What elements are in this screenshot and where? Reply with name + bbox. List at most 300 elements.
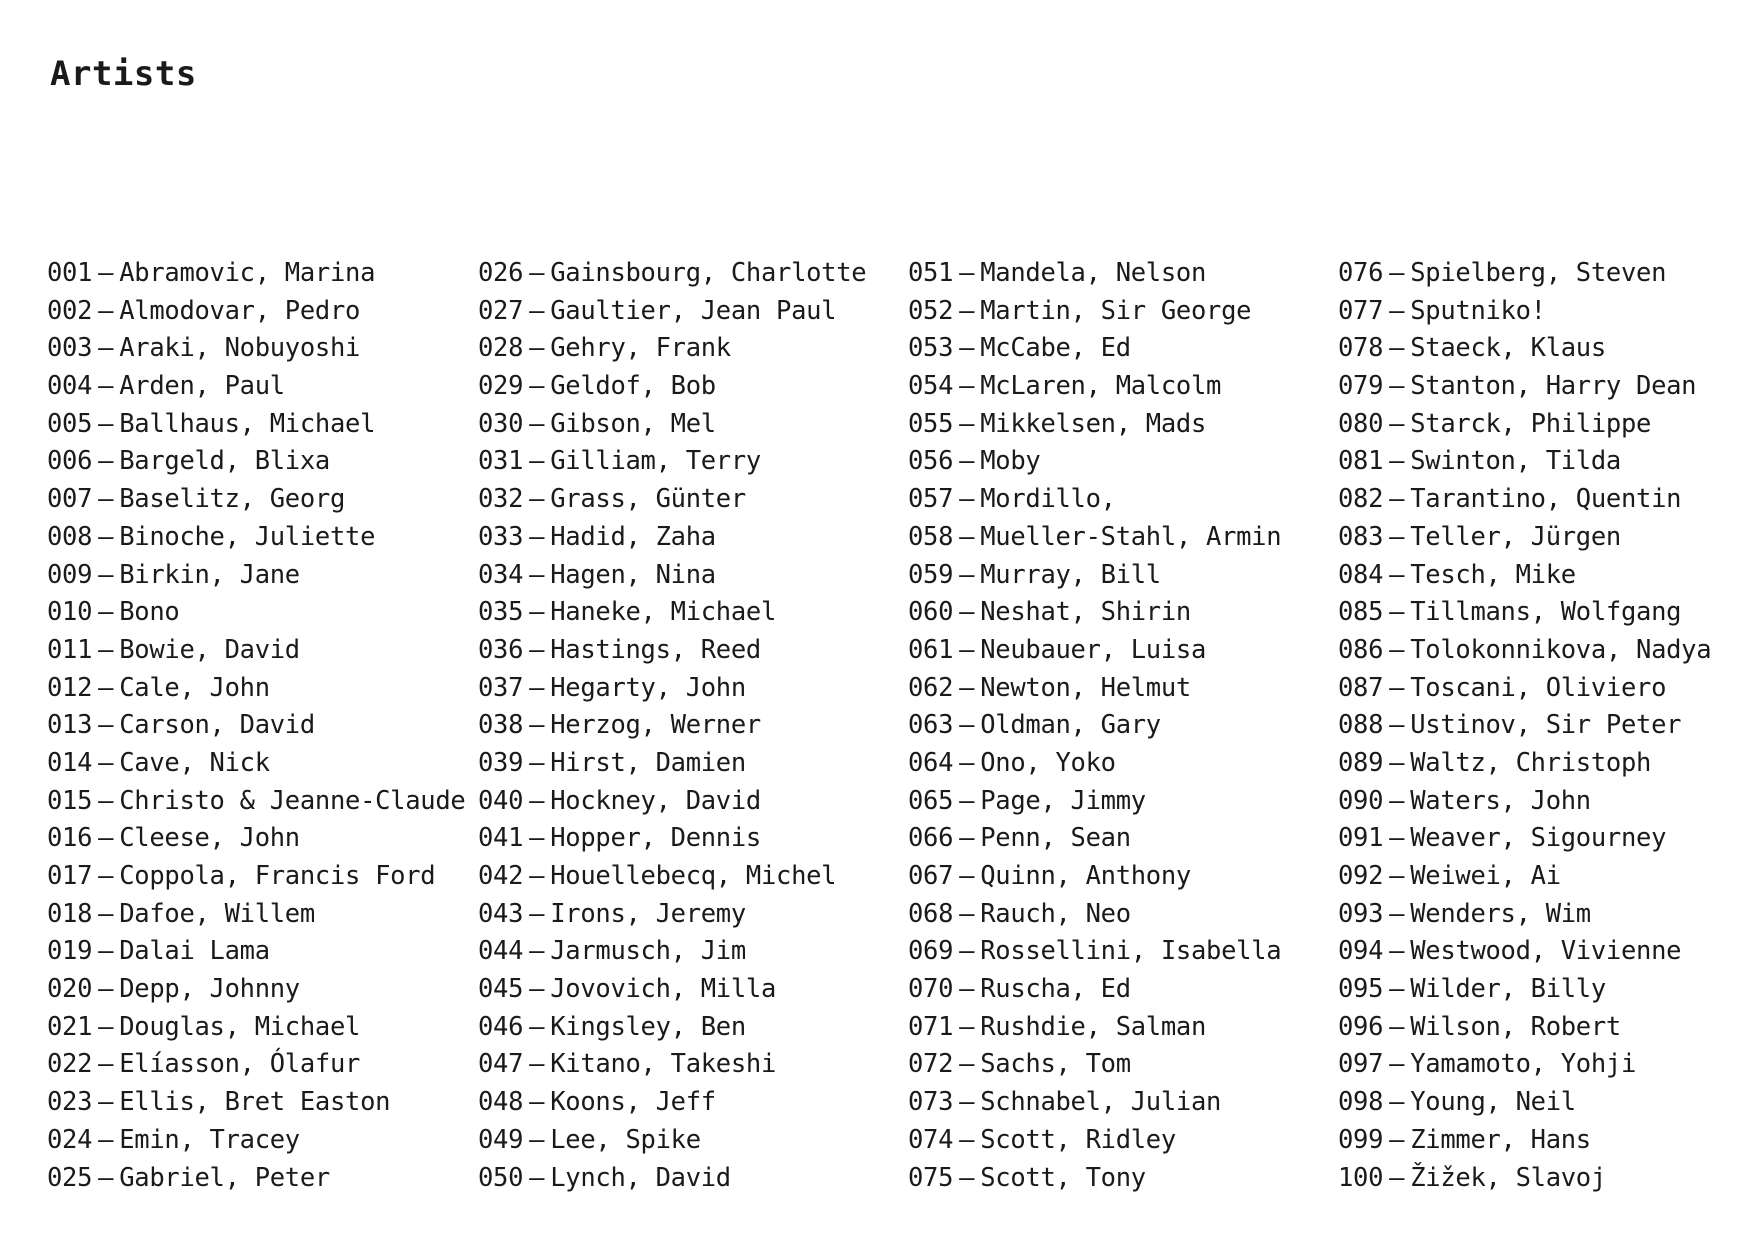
artist-number: 035 xyxy=(478,597,524,628)
artist-entry xyxy=(478,330,866,368)
artist-name: Arden, Paul xyxy=(119,371,285,402)
artist-name: Gibson, Mel xyxy=(550,408,716,439)
artist-number: 097 xyxy=(1338,1049,1384,1080)
artist-entry xyxy=(908,1046,1281,1084)
artist-entry xyxy=(478,406,866,444)
separator-dash: – xyxy=(1389,823,1405,854)
artist-entry xyxy=(908,858,1281,896)
artist-name: Coppola, Francis Ford xyxy=(119,861,436,891)
artist-entry xyxy=(1338,330,1711,368)
artist-entry xyxy=(478,443,866,481)
artist-number: 009 xyxy=(47,559,93,590)
artist-entry xyxy=(47,858,465,896)
artist-number: 040 xyxy=(478,785,524,816)
separator-dash: – xyxy=(98,258,114,288)
artist-entry xyxy=(908,481,1281,519)
artist-entry xyxy=(47,632,465,670)
artist-number: 017 xyxy=(47,861,93,891)
artist-entry xyxy=(478,745,866,783)
separator-dash: – xyxy=(1389,747,1405,778)
separator-dash: – xyxy=(1389,446,1405,477)
artist-entry xyxy=(908,820,1281,858)
artist-entry xyxy=(478,481,866,519)
artist-entry xyxy=(47,820,465,858)
artist-entry xyxy=(478,1160,866,1198)
artist-name: Mandela, Nelson xyxy=(980,258,1207,288)
artist-name: Cave, Nick xyxy=(119,747,270,778)
artist-name: Gehry, Frank xyxy=(550,333,731,364)
separator-dash: – xyxy=(959,1049,975,1080)
separator-dash: – xyxy=(98,1049,114,1080)
artist-entry xyxy=(908,745,1281,783)
artist-number: 029 xyxy=(478,371,524,402)
artist-name: Schnabel, Julian xyxy=(980,1087,1222,1118)
artist-number: 056 xyxy=(908,446,954,477)
artist-name: Spielberg, Steven xyxy=(1410,258,1667,288)
separator-dash: – xyxy=(1389,333,1405,364)
separator-dash: – xyxy=(98,1011,114,1042)
separator-dash: – xyxy=(98,597,114,628)
separator-dash: – xyxy=(98,1124,114,1155)
artist-name: Hagen, Nina xyxy=(550,559,716,590)
separator-dash: – xyxy=(959,974,975,1005)
artist-number: 044 xyxy=(478,936,524,967)
artist-entry xyxy=(908,594,1281,632)
separator-dash: – xyxy=(529,484,545,515)
separator-dash: – xyxy=(1389,1124,1405,1155)
artist-name: Neubauer, Luisa xyxy=(980,634,1207,665)
artist-number: 031 xyxy=(478,446,524,477)
artist-number: 081 xyxy=(1338,446,1384,477)
artist-number: 055 xyxy=(908,408,954,439)
separator-dash: – xyxy=(98,408,114,439)
artist-name: Moby xyxy=(980,446,1041,477)
artist-column-3 xyxy=(908,255,1281,1197)
artist-entry xyxy=(908,707,1281,745)
artist-index xyxy=(0,255,1748,1195)
artist-number: 059 xyxy=(908,559,954,590)
separator-dash: – xyxy=(959,484,975,515)
artist-name: Emin, Tracey xyxy=(119,1124,300,1155)
artist-number: 002 xyxy=(47,295,93,326)
artist-number: 019 xyxy=(47,936,93,967)
separator-dash: – xyxy=(1389,521,1405,552)
artist-name: Birkin, Jane xyxy=(119,559,300,590)
artist-entry xyxy=(47,783,465,821)
artist-name: Starck, Philippe xyxy=(1410,408,1652,439)
artist-number: 095 xyxy=(1338,974,1384,1005)
separator-dash: – xyxy=(529,371,545,402)
artist-name: Scott, Ridley xyxy=(980,1124,1176,1155)
artist-number: 093 xyxy=(1338,898,1384,929)
artist-number: 087 xyxy=(1338,672,1384,703)
separator-dash: – xyxy=(529,1162,545,1193)
separator-dash: – xyxy=(529,408,545,439)
separator-dash: – xyxy=(1389,559,1405,590)
separator-dash: – xyxy=(1389,371,1405,402)
artist-number: 041 xyxy=(478,823,524,854)
artist-entry xyxy=(478,971,866,1009)
separator-dash: – xyxy=(1389,672,1405,703)
separator-dash: – xyxy=(1389,1049,1405,1080)
artist-entry xyxy=(1338,481,1711,519)
separator-dash: – xyxy=(959,371,975,402)
artist-name: Rossellini, Isabella xyxy=(980,936,1282,967)
artist-entry xyxy=(908,1160,1281,1198)
artist-number: 064 xyxy=(908,747,954,778)
artist-name: Houellebecq, Michel xyxy=(550,861,837,891)
artist-number: 094 xyxy=(1338,936,1384,967)
separator-dash: – xyxy=(529,521,545,552)
artist-entry xyxy=(908,1084,1281,1122)
artist-name: Teller, Jürgen xyxy=(1410,521,1621,552)
artist-name: Sachs, Tom xyxy=(980,1049,1131,1080)
separator-dash: – xyxy=(1389,898,1405,929)
artist-number: 069 xyxy=(908,936,954,967)
artist-number: 022 xyxy=(47,1049,93,1080)
artist-name: Weaver, Sigourney xyxy=(1410,823,1667,854)
artist-number: 033 xyxy=(478,521,524,552)
artist-name: Westwood, Vivienne xyxy=(1410,936,1682,967)
artist-number: 025 xyxy=(47,1162,93,1193)
artist-number: 021 xyxy=(47,1011,93,1042)
artist-name: Neshat, Shirin xyxy=(980,597,1191,628)
separator-dash: – xyxy=(529,258,545,288)
separator-dash: – xyxy=(959,1087,975,1118)
artist-entry xyxy=(1338,1009,1711,1047)
separator-dash: – xyxy=(959,521,975,552)
separator-dash: – xyxy=(98,861,114,891)
artist-number: 047 xyxy=(478,1049,524,1080)
artist-entry xyxy=(478,858,866,896)
artist-name: Gaultier, Jean Paul xyxy=(550,295,837,326)
artist-entry xyxy=(478,293,866,331)
artist-name: Gainsbourg, Charlotte xyxy=(550,258,867,288)
artist-entry xyxy=(908,293,1281,331)
separator-dash: – xyxy=(959,597,975,628)
separator-dash: – xyxy=(1389,936,1405,967)
artist-name: Page, Jimmy xyxy=(980,785,1146,816)
artist-entry xyxy=(908,1009,1281,1047)
artist-name: Wilson, Robert xyxy=(1410,1011,1621,1042)
artist-name: Elíasson, Ólafur xyxy=(119,1049,361,1080)
artist-entry xyxy=(47,971,465,1009)
separator-dash: – xyxy=(959,747,975,778)
artist-name: Zimmer, Hans xyxy=(1410,1124,1591,1155)
artist-entry xyxy=(1338,632,1711,670)
artist-entry xyxy=(478,1009,866,1047)
artist-entry xyxy=(478,933,866,971)
artist-number: 084 xyxy=(1338,559,1384,590)
artist-name: Geldof, Bob xyxy=(550,371,716,402)
artist-number: 032 xyxy=(478,484,524,515)
artist-entry xyxy=(47,443,465,481)
artist-number: 096 xyxy=(1338,1011,1384,1042)
artist-name: Dafoe, Willem xyxy=(119,898,315,929)
artist-entry xyxy=(478,632,866,670)
separator-dash: – xyxy=(959,785,975,816)
separator-dash: – xyxy=(98,936,114,967)
artist-number: 073 xyxy=(908,1087,954,1118)
separator-dash: – xyxy=(959,1162,975,1193)
artist-name: McCabe, Ed xyxy=(980,333,1131,364)
separator-dash: – xyxy=(959,1011,975,1042)
artist-name: Jovovich, Milla xyxy=(550,974,777,1005)
artist-name: Mikkelsen, Mads xyxy=(980,408,1207,439)
separator-dash: – xyxy=(98,785,114,816)
separator-dash: – xyxy=(98,484,114,515)
artist-number: 074 xyxy=(908,1124,954,1155)
artist-number: 070 xyxy=(908,974,954,1005)
artist-number: 076 xyxy=(1338,258,1384,288)
separator-dash: – xyxy=(529,898,545,929)
artist-name: Scott, Tony xyxy=(980,1162,1146,1193)
artist-entry xyxy=(1338,896,1711,934)
artist-name: Young, Neil xyxy=(1410,1087,1576,1118)
artist-number: 012 xyxy=(47,672,93,703)
artist-name: Žižek, Slavoj xyxy=(1410,1162,1606,1193)
artist-name: Gabriel, Peter xyxy=(119,1162,330,1193)
artist-number: 048 xyxy=(478,1087,524,1118)
separator-dash: – xyxy=(1389,408,1405,439)
separator-dash: – xyxy=(1389,785,1405,816)
artist-entry xyxy=(47,1122,465,1160)
artist-entry xyxy=(1338,406,1711,444)
artist-number: 036 xyxy=(478,634,524,665)
artist-number: 057 xyxy=(908,484,954,515)
artist-entry xyxy=(478,1046,866,1084)
artist-number: 038 xyxy=(478,710,524,741)
artist-number: 011 xyxy=(47,634,93,665)
artist-entry xyxy=(478,783,866,821)
artist-entry xyxy=(1338,1084,1711,1122)
artist-number: 065 xyxy=(908,785,954,816)
artist-number: 043 xyxy=(478,898,524,929)
artist-entry xyxy=(1338,745,1711,783)
separator-dash: – xyxy=(98,446,114,477)
artist-name: Abramovic, Marina xyxy=(119,258,376,288)
artist-number: 051 xyxy=(908,258,954,288)
artist-name: Haneke, Michael xyxy=(550,597,777,628)
separator-dash: – xyxy=(529,1049,545,1080)
artist-entry xyxy=(908,971,1281,1009)
artist-name: Mueller-Stahl, Armin xyxy=(980,521,1282,552)
artist-number: 018 xyxy=(47,898,93,929)
artist-entry xyxy=(47,1084,465,1122)
artist-number: 042 xyxy=(478,861,524,891)
artist-entry xyxy=(478,255,866,293)
separator-dash: – xyxy=(959,634,975,665)
artist-name: Cale, John xyxy=(119,672,270,703)
separator-dash: – xyxy=(529,672,545,703)
artist-name: Tillmans, Wolfgang xyxy=(1410,597,1682,628)
artist-name: Wilder, Billy xyxy=(1410,974,1606,1005)
separator-dash: – xyxy=(1389,1162,1405,1193)
artist-number: 068 xyxy=(908,898,954,929)
separator-dash: – xyxy=(1389,295,1405,326)
artist-number: 061 xyxy=(908,634,954,665)
artist-entry xyxy=(47,1046,465,1084)
artist-entry xyxy=(478,707,866,745)
artist-entry xyxy=(1338,557,1711,595)
artist-entry xyxy=(1338,971,1711,1009)
separator-dash: – xyxy=(959,672,975,703)
artist-name: Kingsley, Ben xyxy=(550,1011,746,1042)
artist-number: 082 xyxy=(1338,484,1384,515)
artist-name: Gilliam, Terry xyxy=(550,446,761,477)
artist-column-1 xyxy=(47,255,465,1197)
artist-number: 099 xyxy=(1338,1124,1384,1155)
artist-name: Irons, Jeremy xyxy=(550,898,746,929)
artist-name: Wenders, Wim xyxy=(1410,898,1591,929)
artist-number: 080 xyxy=(1338,408,1384,439)
artist-entry xyxy=(47,594,465,632)
artist-name: Ruscha, Ed xyxy=(980,974,1131,1005)
artist-number: 026 xyxy=(478,258,524,288)
artist-name: Newton, Helmut xyxy=(980,672,1191,703)
separator-dash: – xyxy=(529,974,545,1005)
artist-number: 053 xyxy=(908,333,954,364)
artist-number: 010 xyxy=(47,597,93,628)
separator-dash: – xyxy=(1389,974,1405,1005)
artist-name: Baselitz, Georg xyxy=(119,484,346,515)
artist-entry xyxy=(1338,858,1711,896)
artist-entry xyxy=(478,1122,866,1160)
artist-entry xyxy=(478,594,866,632)
artist-entry xyxy=(908,255,1281,293)
separator-dash: – xyxy=(959,559,975,590)
separator-dash: – xyxy=(959,823,975,854)
artist-entry xyxy=(1338,707,1711,745)
page-title: Artists xyxy=(50,54,197,94)
artist-number: 046 xyxy=(478,1011,524,1042)
artist-entry xyxy=(908,519,1281,557)
separator-dash: – xyxy=(1389,484,1405,515)
separator-dash: – xyxy=(529,823,545,854)
separator-dash: – xyxy=(529,861,545,891)
artist-name: Mordillo, xyxy=(980,484,1116,515)
separator-dash: – xyxy=(959,861,975,891)
artist-number: 003 xyxy=(47,333,93,364)
artist-entry xyxy=(1338,783,1711,821)
artist-entry xyxy=(478,670,866,708)
separator-dash: – xyxy=(98,559,114,590)
artist-entry xyxy=(1338,933,1711,971)
artist-number: 013 xyxy=(47,710,93,741)
separator-dash: – xyxy=(959,1124,975,1155)
separator-dash: – xyxy=(529,785,545,816)
separator-dash: – xyxy=(529,295,545,326)
artist-number: 098 xyxy=(1338,1087,1384,1118)
artist-name: Bowie, David xyxy=(119,634,300,665)
artist-name: Depp, Johnny xyxy=(119,974,300,1005)
artist-number: 054 xyxy=(908,371,954,402)
separator-dash: – xyxy=(529,634,545,665)
separator-dash: – xyxy=(98,672,114,703)
artist-number: 006 xyxy=(47,446,93,477)
artist-entry xyxy=(47,707,465,745)
separator-dash: – xyxy=(98,634,114,665)
artist-name: Stanton, Harry Dean xyxy=(1410,371,1697,402)
artist-name: Koons, Jeff xyxy=(550,1087,716,1118)
artist-entry xyxy=(47,330,465,368)
separator-dash: – xyxy=(529,1124,545,1155)
artist-number: 079 xyxy=(1338,371,1384,402)
artist-entry xyxy=(908,933,1281,971)
artist-number: 078 xyxy=(1338,333,1384,364)
artist-number: 067 xyxy=(908,861,954,891)
separator-dash: – xyxy=(529,597,545,628)
separator-dash: – xyxy=(98,295,114,326)
artist-entry xyxy=(908,330,1281,368)
separator-dash: – xyxy=(98,371,114,402)
artist-name: Ellis, Bret Easton xyxy=(119,1087,391,1118)
separator-dash: – xyxy=(98,747,114,778)
artist-name: Lee, Spike xyxy=(550,1124,701,1155)
artist-entry xyxy=(478,368,866,406)
artist-number: 027 xyxy=(478,295,524,326)
artist-name: Hirst, Damien xyxy=(550,747,746,778)
separator-dash: – xyxy=(98,823,114,854)
artist-name: Hegarty, John xyxy=(550,672,746,703)
artist-name: Waltz, Christoph xyxy=(1410,747,1652,778)
artist-entry xyxy=(47,896,465,934)
separator-dash: – xyxy=(98,521,114,552)
artist-number: 077 xyxy=(1338,295,1384,326)
separator-dash: – xyxy=(1389,1011,1405,1042)
separator-dash: – xyxy=(529,446,545,477)
separator-dash: – xyxy=(959,408,975,439)
artist-entry xyxy=(908,896,1281,934)
artist-entry xyxy=(1338,293,1711,331)
artist-entry xyxy=(47,557,465,595)
artist-name: Swinton, Tilda xyxy=(1410,446,1621,477)
artist-entry xyxy=(908,1122,1281,1160)
artist-entry xyxy=(47,933,465,971)
artist-entry xyxy=(478,820,866,858)
separator-dash: – xyxy=(98,974,114,1005)
artist-name: Jarmusch, Jim xyxy=(550,936,746,967)
artist-name: Almodovar, Pedro xyxy=(119,295,361,326)
artist-entry xyxy=(908,406,1281,444)
separator-dash: – xyxy=(1389,861,1405,891)
artist-name: Rushdie, Salman xyxy=(980,1011,1207,1042)
artist-entry xyxy=(908,670,1281,708)
artist-name: McLaren, Malcolm xyxy=(980,371,1222,402)
artist-name: Waters, John xyxy=(1410,785,1591,816)
artist-entry xyxy=(1338,820,1711,858)
artist-number: 004 xyxy=(47,371,93,402)
artist-number: 063 xyxy=(908,710,954,741)
artist-entry xyxy=(47,368,465,406)
separator-dash: – xyxy=(98,333,114,364)
artist-entry xyxy=(47,745,465,783)
artist-name: Ono, Yoko xyxy=(980,747,1116,778)
artist-name: Staeck, Klaus xyxy=(1410,333,1606,364)
artist-number: 016 xyxy=(47,823,93,854)
artist-entry xyxy=(478,519,866,557)
artist-entry xyxy=(47,1009,465,1047)
artist-name: Cleese, John xyxy=(119,823,300,854)
artist-number: 020 xyxy=(47,974,93,1005)
artist-name: Binoche, Juliette xyxy=(119,521,376,552)
artist-entry xyxy=(908,557,1281,595)
artist-number: 075 xyxy=(908,1162,954,1193)
artist-number: 030 xyxy=(478,408,524,439)
artist-number: 062 xyxy=(908,672,954,703)
artist-entry xyxy=(47,255,465,293)
artist-number: 085 xyxy=(1338,597,1384,628)
